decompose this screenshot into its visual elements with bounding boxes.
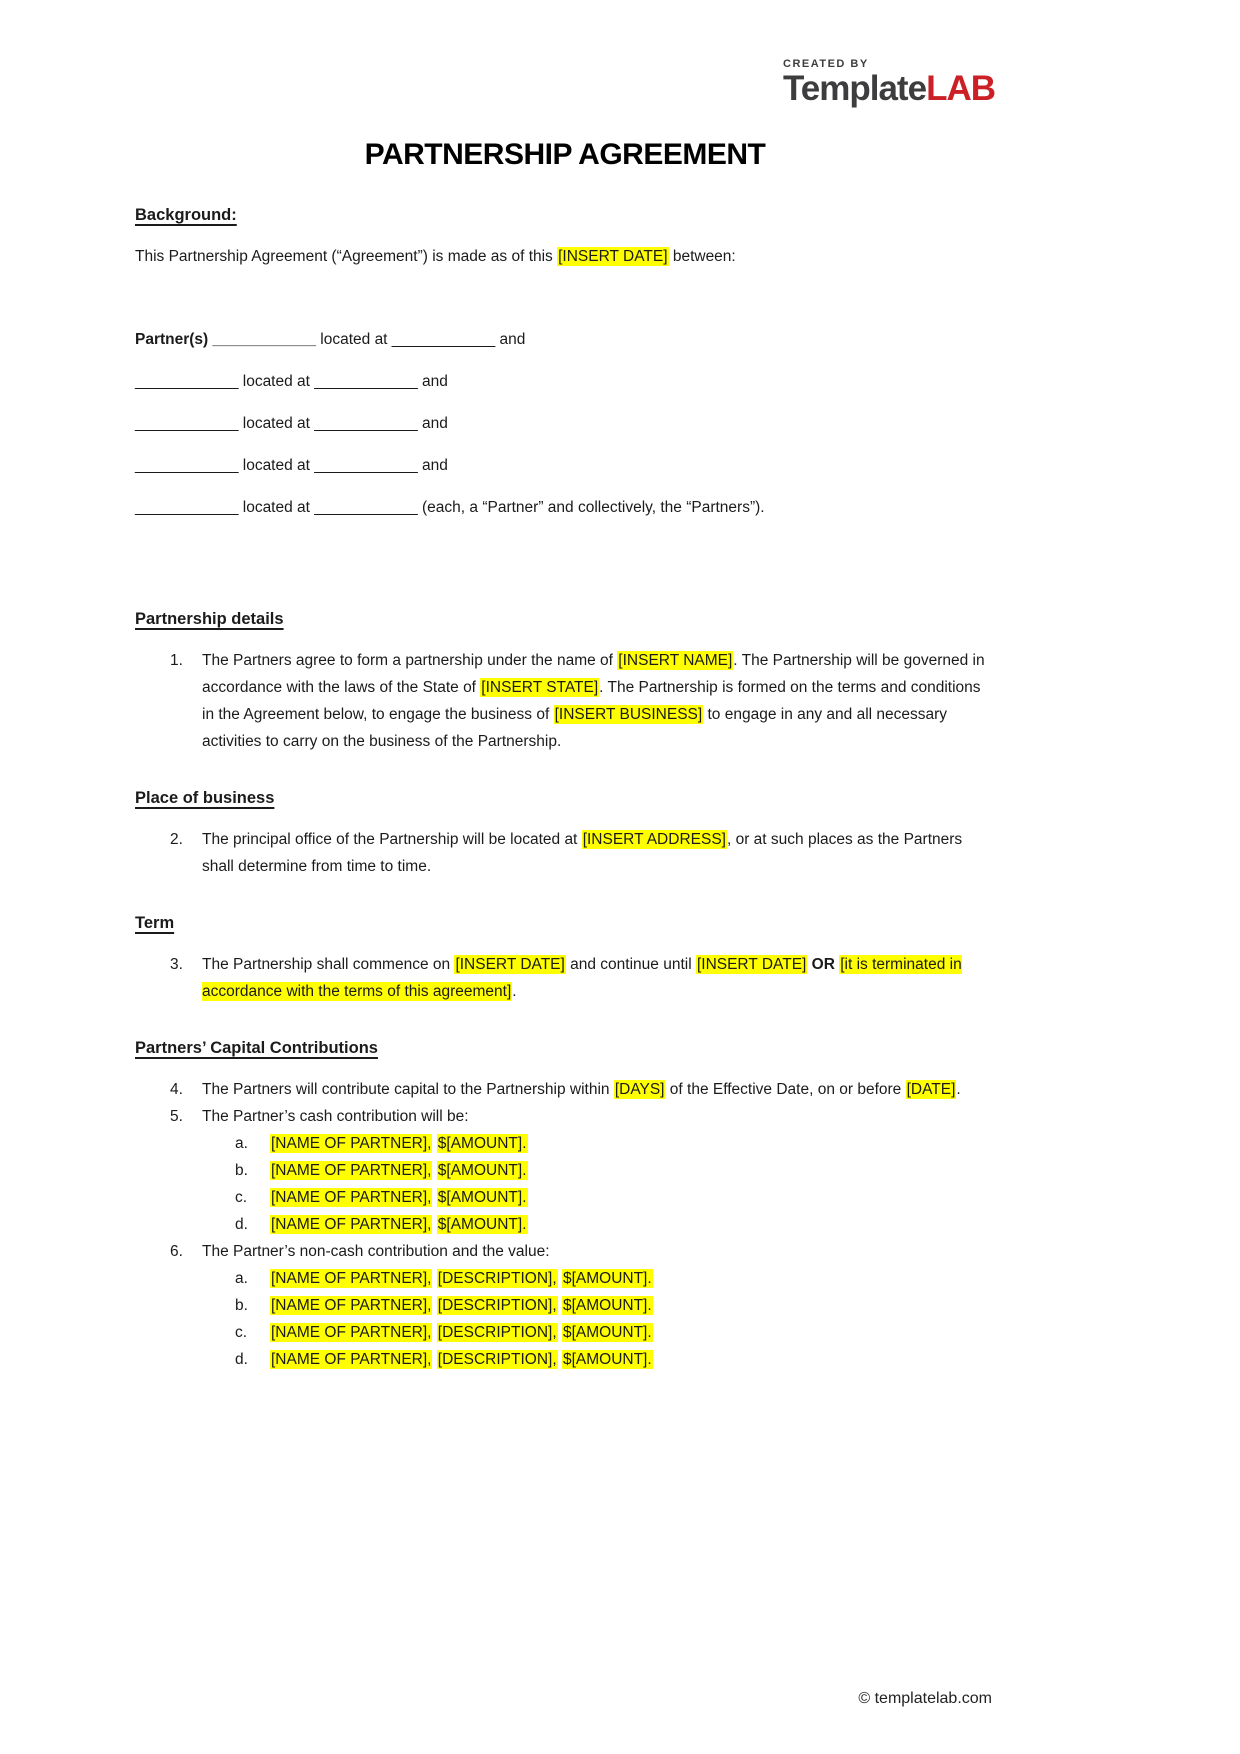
placeholder-highlight: [NAME OF PARTNER], [271,1351,432,1368]
placeholder-highlight: $[AMOUNT]. [562,1270,652,1287]
text-run: The Partners will contribute capital to the Partnership within [202,1081,614,1098]
placeholder-highlight: [DESCRIPTION], [437,1324,557,1341]
text-run: between: [668,248,736,265]
numbered-list-item [135,951,995,1005]
list-marker: 4. [170,1081,183,1098]
placeholder-highlight: [NAME OF PARTNER], [271,1324,432,1341]
list-item-text [202,647,995,755]
partner-blank-line [135,452,995,479]
list-item-text [270,1157,995,1184]
text-run: located at ____________ and [315,331,526,348]
section-heading: Term [135,914,175,932]
placeholder-highlight: [NAME OF PARTNER], [271,1189,432,1206]
list-item-text [270,1265,995,1292]
lettered-sub-item [135,1184,995,1211]
placeholder-highlight: $[AMOUNT]. [562,1351,652,1368]
partner-blank-line [135,368,995,395]
logo-template-text: Template [783,69,927,108]
placeholder-highlight: [DESCRIPTION], [437,1297,557,1314]
list-item-text [270,1346,995,1373]
numbered-list-item [135,1103,995,1130]
lettered-sub-item [135,1130,995,1157]
footer-credit: © templatelab.com [858,1690,992,1707]
numbered-list-item [135,826,995,880]
list-item-text [270,1292,995,1319]
text-run: ____________ located at ____________ (each, a “Partner” and collectively, the “Partners”). [135,499,765,516]
numbered-list-item [135,1238,995,1265]
text-run: ____________ located at ____________ and [135,457,448,474]
placeholder-highlight: $[AMOUNT]. [562,1324,652,1341]
text-run: Partner(s) ____________ [135,331,316,348]
list-marker: b. [235,1162,248,1179]
list-marker: 2. [170,831,183,848]
document-content [135,202,995,1373]
text-run: of the Effective Date, on or before [665,1081,906,1098]
section-heading: Place of business [135,789,275,807]
text-run: OR [811,956,835,973]
list-marker: c. [235,1324,248,1341]
lettered-sub-item [135,1292,995,1319]
text-run: ____________ located at ____________ and [135,415,448,432]
list-item-text [202,1103,995,1130]
placeholder-highlight: [NAME OF PARTNER], [271,1162,432,1179]
placeholder-highlight: [NAME OF PARTNER], [271,1216,432,1233]
numbered-list-item [135,1076,995,1103]
text-run: , or at such places as the Partners shall determine from time to time. [202,831,963,875]
logo-block [783,58,995,106]
placeholder-highlight: [NAME OF PARTNER], [271,1135,432,1152]
text-run: The Partner’s cash contribution will be: [202,1108,469,1125]
partner-blank-line [135,494,995,521]
text-run: to engage in any and all necessary activities to carry on the business of the Partnership. [202,706,948,750]
placeholder-highlight: $[AMOUNT]. [437,1162,527,1179]
partner-blank-line [135,326,995,353]
placeholder-highlight: [NAME OF PARTNER], [271,1270,432,1287]
text-run: The Partners agree to form a partnership under the name of [202,652,618,669]
text-run: The principal office of the Partnership will be located at [202,831,582,848]
text-run: ____________ located at ____________ and [135,373,448,390]
placeholder-highlight: [DESCRIPTION], [437,1351,557,1368]
list-item-text [270,1184,995,1211]
list-marker: d. [235,1216,248,1233]
numbered-list-item [135,647,995,755]
vertical-spacer [135,286,995,326]
placeholder-highlight: [NAME OF PARTNER], [271,1297,432,1314]
list-item-text [270,1211,995,1238]
text-run: This Partnership Agreement (“Agreement”) is made as of this [135,248,558,265]
placeholder-highlight: [DATE] [906,1081,956,1098]
list-item-text [202,951,995,1005]
lettered-sub-item [135,1319,995,1346]
lettered-sub-item [135,1157,995,1184]
placeholder-highlight: [INSERT DATE] [455,956,565,973]
text-run: . The Partnership is formed on the terms and conditions in the Agreement below, to engage the business of [202,679,981,723]
placeholder-highlight: [INSERT ADDRESS] [582,831,726,848]
placeholder-highlight: [INSERT BUSINESS] [554,706,703,723]
list-marker: 5. [170,1108,183,1125]
text-run: and continue until [565,956,696,973]
text-run: . [512,983,517,1000]
list-item-text [202,826,995,880]
placeholder-highlight: [INSERT DATE] [558,248,668,265]
intro-paragraph [135,243,995,270]
section-heading: Background: [135,206,237,224]
placeholder-highlight: $[AMOUNT]. [562,1297,652,1314]
list-marker: 1. [170,652,183,669]
list-item-text [202,1076,995,1103]
placeholder-highlight: [it is terminated in accordance with the terms of this agreement] [202,956,962,1000]
lettered-sub-item [135,1211,995,1238]
vertical-spacer [135,536,995,576]
lettered-sub-item [135,1265,995,1292]
section-heading: Partnership details [135,610,284,628]
list-marker: c. [235,1189,248,1206]
text-run: . [956,1081,961,1098]
list-item-text [270,1319,995,1346]
placeholder-highlight: [DESCRIPTION], [437,1270,557,1287]
placeholder-highlight: $[AMOUNT]. [437,1216,527,1233]
list-marker: 6. [170,1243,183,1260]
placeholder-highlight: $[AMOUNT]. [437,1135,527,1152]
text-run: . The Partnership will be governed in accordance with the laws of the State of [202,652,985,696]
text-run: The Partner’s non-cash contribution and the value: [202,1243,550,1260]
placeholder-highlight: [INSERT DATE] [696,956,807,973]
logo-lab-text: LAB [926,69,995,108]
list-marker: a. [235,1270,248,1287]
lettered-sub-item [135,1346,995,1373]
list-marker: a. [235,1135,248,1152]
list-item-text [270,1130,995,1157]
partner-blank-line [135,410,995,437]
placeholder-highlight: [INSERT NAME] [618,652,733,669]
list-item-text [202,1238,995,1265]
logo-wordmark [783,71,995,106]
list-marker: d. [235,1351,248,1368]
templatelab-logo [135,58,995,124]
section-heading: Partners’ Capital Contributions [135,1039,378,1057]
document-title: PARTNERSHIP AGREEMENT [364,138,766,171]
placeholder-highlight: [DAYS] [614,1081,665,1098]
text-run: The Partnership shall commence on [202,956,455,973]
list-marker: 3. [170,956,183,973]
placeholder-highlight: [INSERT STATE] [481,679,599,696]
logo-created-by-label: CREATED BY [783,58,869,70]
list-marker: b. [235,1297,248,1314]
placeholder-highlight: $[AMOUNT]. [437,1189,527,1206]
